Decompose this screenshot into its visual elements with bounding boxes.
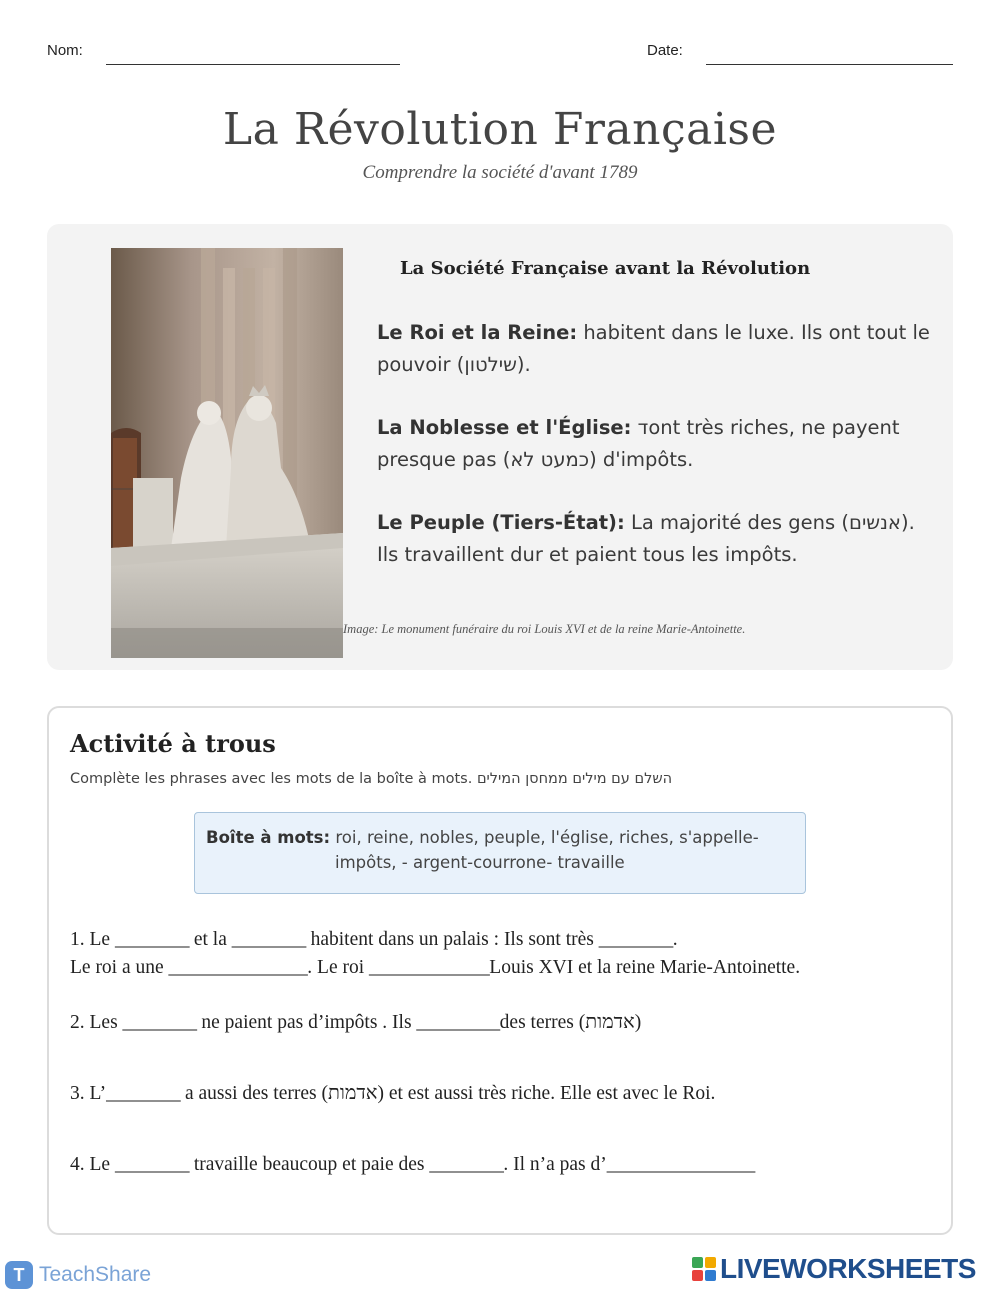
q-text: . Le roi bbox=[307, 957, 370, 978]
page-title: La Révolution Française bbox=[222, 104, 778, 155]
teachshare-logo[interactable] bbox=[5, 1261, 151, 1289]
q-text: Le roi a une bbox=[70, 957, 169, 978]
info-item-roi bbox=[377, 317, 937, 381]
q-text: des terres (אדמות) bbox=[499, 1012, 642, 1033]
liveworksheets-icon bbox=[692, 1257, 716, 1281]
nom-line[interactable] bbox=[106, 64, 400, 65]
info-term: La Noblesse et l'Église: bbox=[377, 416, 632, 439]
q-text: et la bbox=[188, 929, 232, 950]
blank-input[interactable]: _________ bbox=[416, 1012, 500, 1033]
teachshare-text: TeachShare bbox=[39, 1263, 152, 1286]
blank-input[interactable]: ________ bbox=[429, 1154, 504, 1175]
question-1b bbox=[70, 957, 800, 979]
info-heading: La Société Française avant la Révolution bbox=[400, 258, 811, 279]
word-box-line-1 bbox=[206, 828, 759, 847]
question-1 bbox=[70, 929, 678, 951]
info-term: Le Roi et la Reine: bbox=[377, 321, 578, 344]
photo-caption: Image: Le monument funéraire du roi Louis XVI et de la reine Marie-Antoinette. bbox=[343, 622, 746, 636]
blank-input[interactable]: ________ bbox=[598, 929, 673, 950]
activity-instructions: Complète les phrases avec les mots de la boîte à mots. השלם עם מילים ממחסן המילים bbox=[70, 771, 673, 787]
blank-input[interactable]: ________ bbox=[114, 929, 189, 950]
date-label: Date: bbox=[647, 42, 683, 59]
word-box-line-2: impôts, - argent-courrone- travaille bbox=[335, 853, 625, 872]
info-text: דont très riches, ne payent presque pas (כמעט לא) d'impôts. bbox=[377, 416, 900, 471]
info-text: La majorité des gens (אנשים). Ils travaillent dur et paient tous les impôts. bbox=[377, 511, 915, 566]
blank-input[interactable]: ________________ bbox=[606, 1154, 755, 1175]
q-text: 1. Le bbox=[70, 929, 115, 950]
q-text: . bbox=[672, 929, 678, 950]
question-4 bbox=[70, 1154, 755, 1176]
blank-input[interactable]: _______________ bbox=[168, 957, 308, 978]
q-text: 2. Les bbox=[70, 1012, 123, 1033]
blank-input[interactable]: ________ bbox=[122, 1012, 197, 1033]
info-item-peuple bbox=[377, 507, 937, 571]
nom-label: Nom: bbox=[47, 42, 83, 59]
page-subtitle: Comprendre la société d'avant 1789 bbox=[362, 162, 638, 183]
blank-input[interactable]: ________ bbox=[231, 929, 306, 950]
word-box-label: Boîte à mots: bbox=[206, 828, 331, 847]
monument-photo bbox=[111, 248, 343, 658]
q-text: 3. L’ bbox=[70, 1083, 107, 1104]
teachshare-icon: T bbox=[5, 1261, 33, 1289]
q-text: . Il n’a pas d’ bbox=[503, 1154, 607, 1175]
q-text: ne paient pas d’impôts . Ils bbox=[196, 1012, 417, 1033]
word-box-words: roi, reine, nobles, peuple, l'église, riches, s'appelle- bbox=[330, 828, 759, 847]
q-text: a aussi des terres (אדמות) et est aussi très riche. Elle est avec le Roi. bbox=[180, 1083, 716, 1104]
info-text: habitent dans le luxe. Ils ont tout le pouvoir (שילטון). bbox=[377, 321, 930, 376]
activity-title: Activité à trous bbox=[70, 729, 276, 758]
info-item-noblesse bbox=[377, 412, 937, 476]
q-text: Louis XVI et la reine Marie-Antoinette. bbox=[489, 957, 801, 978]
q-text: 4. Le bbox=[70, 1154, 115, 1175]
question-3 bbox=[70, 1083, 715, 1105]
q-text: habitent dans un palais : Ils sont très bbox=[305, 929, 599, 950]
q-text: travaille beaucoup et paie des bbox=[188, 1154, 430, 1175]
date-line[interactable] bbox=[706, 64, 953, 65]
blank-input[interactable]: ________ bbox=[114, 1154, 189, 1175]
blank-input[interactable]: _____________ bbox=[369, 957, 490, 978]
question-2 bbox=[70, 1012, 641, 1034]
liveworksheets-text: LIVEWORKSHEETS bbox=[720, 1253, 976, 1284]
liveworksheets-logo[interactable] bbox=[692, 1253, 976, 1285]
info-term: Le Peuple (Tiers-État): bbox=[377, 511, 625, 534]
blank-input[interactable]: ________ bbox=[106, 1083, 181, 1104]
